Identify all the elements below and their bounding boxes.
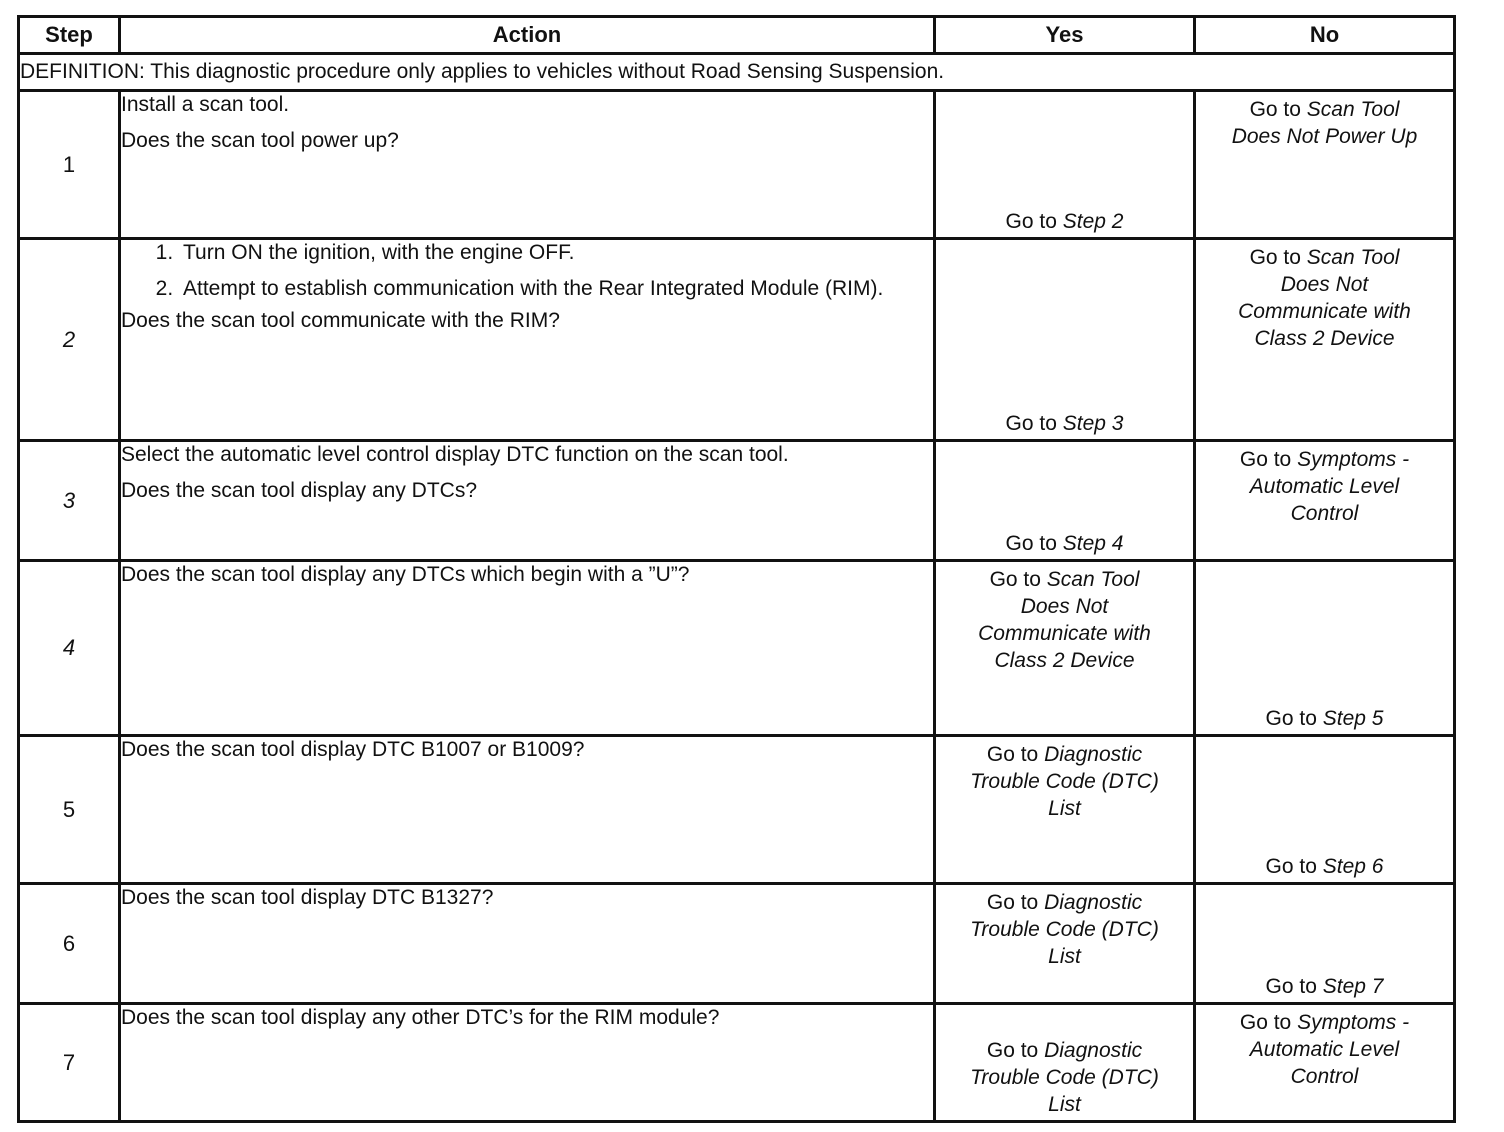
step-number: 4 (19, 561, 120, 736)
header-action: Action (120, 17, 935, 54)
action-cell (120, 736, 935, 884)
action-text: Install a scan tool. (121, 93, 290, 116)
action-question: Does the scan tool power up? (121, 129, 399, 152)
no-cell (1195, 736, 1455, 884)
list-item: 1. Turn ON the ignition, with the engine OFF. (179, 240, 933, 266)
table-row (19, 884, 1455, 1004)
yes-cell (935, 91, 1195, 239)
yes-cell (935, 1004, 1195, 1122)
yes-cell (935, 736, 1195, 884)
table-row (19, 561, 1455, 736)
action-question: Does the scan tool display any other DTC’s for the RIM module? (121, 1006, 720, 1029)
no-link[interactable]: Go to Symptoms - Automatic Level Control (1239, 1011, 1410, 1088)
action-question: Does the scan tool display DTC B1007 or B1009? (121, 738, 585, 761)
table-row (19, 91, 1455, 239)
no-link[interactable]: Go to Step 6 (1265, 855, 1384, 878)
action-cell (120, 561, 935, 736)
action-cell (120, 239, 935, 441)
no-cell (1195, 884, 1455, 1004)
table-row (19, 239, 1455, 441)
yes-link[interactable]: Go to Diagnostic Trouble Code (DTC) List (970, 743, 1159, 820)
no-cell (1195, 91, 1455, 239)
yes-link[interactable]: Go to Step 2 (1005, 210, 1124, 233)
header-row (19, 17, 1455, 54)
definition-row (19, 54, 1455, 91)
action-text: Select the automatic level control display DTC function on the scan tool. (121, 443, 789, 466)
action-question: Does the scan tool display any DTCs? (121, 479, 478, 502)
no-cell (1195, 441, 1455, 561)
no-cell (1195, 1004, 1455, 1122)
yes-cell (935, 441, 1195, 561)
yes-link[interactable]: Go to Step 4 (1005, 532, 1124, 555)
yes-cell (935, 561, 1195, 736)
no-link[interactable]: Go to Scan Tool Does Not Communicate with Class 2 Device (1238, 246, 1411, 350)
no-cell (1195, 239, 1455, 441)
action-question: Does the scan tool display any DTCs which begin with a ”U”? (121, 563, 690, 586)
yes-cell (935, 884, 1195, 1004)
action-cell (120, 884, 935, 1004)
step-number: 5 (19, 736, 120, 884)
action-list (121, 240, 933, 302)
step-number: 2 (19, 239, 120, 441)
table-row (19, 441, 1455, 561)
yes-link[interactable]: Go to Diagnostic Trouble Code (DTC) List (970, 891, 1159, 968)
no-cell (1195, 561, 1455, 736)
no-link[interactable]: Go to Step 7 (1265, 975, 1384, 998)
no-link[interactable]: Go to Step 5 (1265, 707, 1384, 730)
table-row (19, 736, 1455, 884)
header-no: No (1195, 17, 1455, 54)
yes-cell (935, 239, 1195, 441)
action-cell (120, 441, 935, 561)
header-step: Step (19, 17, 120, 54)
step-number: 7 (19, 1004, 120, 1122)
no-link[interactable]: Go to Symptoms - Automatic Level Control (1239, 448, 1410, 525)
table-row (19, 1004, 1455, 1122)
step-number: 1 (19, 91, 120, 239)
step-number: 6 (19, 884, 120, 1004)
definition-text: DEFINITION: This diagnostic procedure only applies to vehicles without Road Sensing Suspension. (19, 54, 1455, 91)
yes-link[interactable]: Go to Scan Tool Does Not Communicate with Class 2 Device (978, 568, 1151, 672)
step-number: 3 (19, 441, 120, 561)
list-item: 2. Attempt to establish communication with the Rear Integrated Module (RIM). (179, 276, 933, 302)
diagnostic-table (17, 15, 1456, 1123)
action-question: Does the scan tool display DTC B1327? (121, 886, 494, 909)
no-link[interactable]: Go to Scan Tool Does Not Power Up (1231, 98, 1418, 148)
action-cell (120, 91, 935, 239)
yes-link[interactable]: Go to Diagnostic Trouble Code (DTC) List (970, 1039, 1159, 1116)
action-cell (120, 1004, 935, 1122)
yes-link[interactable]: Go to Step 3 (1005, 412, 1124, 435)
header-yes: Yes (935, 17, 1195, 54)
action-question: Does the scan tool communicate with the RIM? (121, 309, 560, 332)
